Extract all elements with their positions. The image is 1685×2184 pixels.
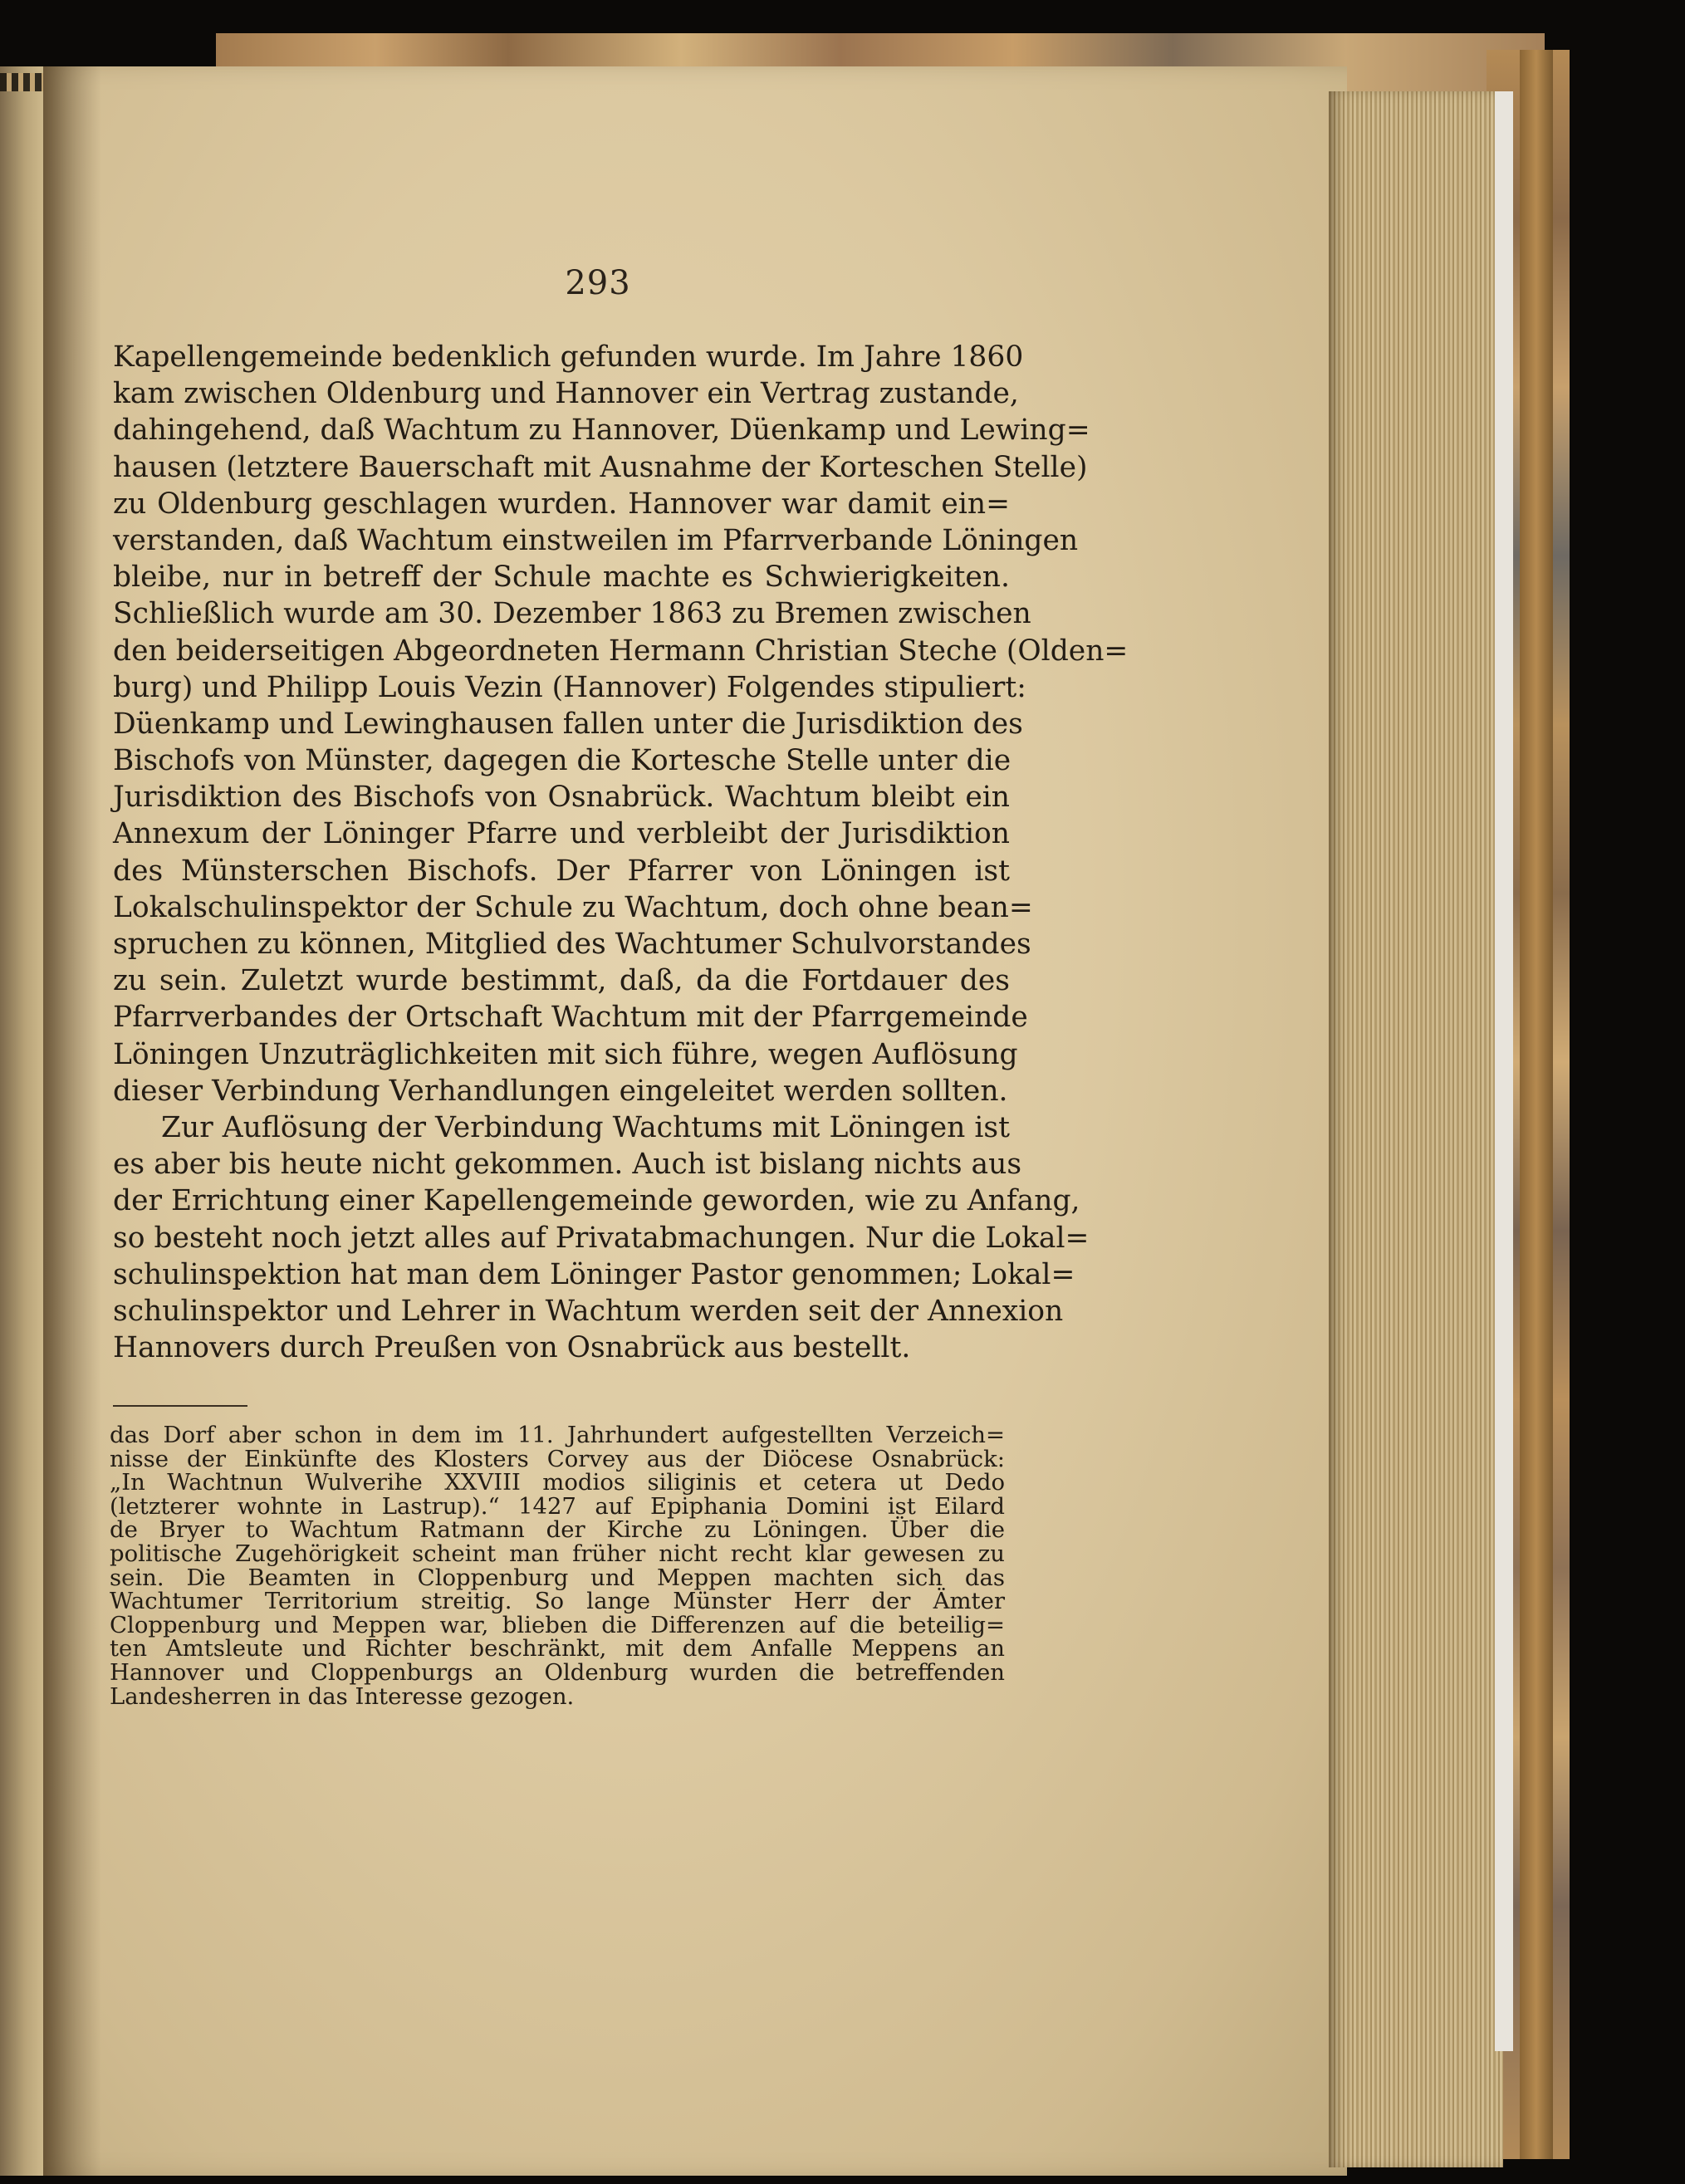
page-number: 293 bbox=[565, 264, 631, 302]
text-line: Bischofs von Münster, dagegen die Kortesche Stelle unter die bbox=[113, 744, 1011, 778]
text-line: den beiderseitigen Abgeordneten Hermann Christian Steche (Olden= bbox=[113, 634, 1129, 668]
inner-board bbox=[1495, 91, 1513, 2051]
text-line: zu Oldenburg geschlagen wurden. Hannover war damit ein= bbox=[113, 487, 1010, 521]
text-line: des Münsterschen Bischofs. Der Pfarrer von Löningen ist bbox=[113, 854, 1010, 888]
text-line: schulinspektion hat man dem Löninger Pastor genommen; Lokal= bbox=[113, 1257, 1075, 1291]
text-line: Löningen Unzuträglichkeiten mit sich führe, wegen Auflösung bbox=[113, 1037, 1018, 1071]
footnote-line: Wachtumer Territorium streitig. So lange Münster Herr der Ämter bbox=[110, 1588, 1005, 1615]
footnote-line: Hannover und Cloppenburgs an Oldenburg wurden die betreffenden bbox=[110, 1658, 1005, 1686]
text-line: burg) und Philipp Louis Vezin (Hannover) Folgendes stipuliert: bbox=[113, 670, 1026, 704]
leather-binding-edge bbox=[1520, 50, 1553, 2159]
text-line: hausen (letztere Bauerschaft mit Ausnahme der Korteschen Stelle) bbox=[113, 450, 1088, 484]
text-line: Kapellengemeinde bedenklich gefunden wurde. Im Jahre 1860 bbox=[113, 340, 1024, 374]
text-line: dieser Verbindung Verhandlungen eingeleitet werden sollten. bbox=[113, 1074, 1008, 1108]
text-line: es aber bis heute nicht gekommen. Auch ist bislang nichts aus bbox=[113, 1148, 1022, 1182]
text-line: Annexum der Löninger Pfarre und verbleibt der Jurisdiktion bbox=[113, 817, 1010, 851]
text-line: Düenkamp und Lewinghausen fallen unter die Jurisdiktion des bbox=[113, 707, 1023, 741]
text-line: der Errichtung einer Kapellengemeinde geworden, wie zu Anfang, bbox=[113, 1184, 1080, 1218]
footnote-line: de Bryer to Wachtum Ratmann der Kirche zu Löningen. Über die bbox=[110, 1516, 1005, 1544]
footnote-line: politische Zugehörigkeit scheint man früher nicht recht klar gewesen zu bbox=[110, 1540, 1005, 1567]
text-line: kam zwischen Oldenburg und Hannover ein Vertrag zustande, bbox=[113, 377, 1019, 411]
footnote-line: (letzterer wohnte in Lastrup).“ 1427 auf Epiphania Domini ist Eilard bbox=[110, 1492, 1005, 1520]
footnote-line: Cloppenburg und Meppen war, blieben die Differenzen auf die beteilig= bbox=[110, 1611, 1005, 1638]
text-line: dahingehend, daß Wachtum zu Hannover, Düenkamp und Lewing= bbox=[113, 414, 1090, 448]
text-line: so besteht noch jetzt alles auf Privatabmachungen. Nur die Lokal= bbox=[113, 1221, 1090, 1255]
text-line: spruchen zu können, Mitglied des Wachtumer Schulvorstandes bbox=[113, 928, 1031, 961]
main-text bbox=[113, 339, 1129, 1366]
footnote-line: ten Amtsleute und Richter beschränkt, mit dem Anfalle Meppens an bbox=[110, 1635, 1005, 1662]
text-line: Hannovers durch Preußen von Osnabrück aus bestellt. bbox=[113, 1331, 911, 1365]
text-line: Pfarrverbandes der Ortschaft Wachtum mit der Pfarrgemeinde bbox=[113, 1001, 1028, 1035]
text-line: zu sein. Zuletzt wurde bestimmt, daß, da die Fortdauer des bbox=[113, 964, 1010, 998]
footnote-line: nisse der Einkünfte des Klosters Corvey aus der Diöcese Osnabrück: bbox=[110, 1445, 1005, 1472]
footnote-line: das Dorf aber schon in dem im 11. Jahrhundert aufgestellten Verzeich= bbox=[110, 1422, 1005, 1448]
footnote-line: sein. Die Beamten in Cloppenburg und Meppen machten sich das bbox=[110, 1564, 1005, 1591]
gutter-shadow bbox=[43, 66, 101, 2176]
paragraph-start-line: Zur Auflösung der Verbindung Wachtums mit Löningen ist bbox=[161, 1110, 1010, 1144]
footnote-line: „In Wachtnun Wulverihe XXVIII modios siliginis et cetera ut Dedo bbox=[110, 1469, 1005, 1496]
facing-page-edge bbox=[0, 66, 43, 2176]
footnote-line: Landesherren in das Interesse gezogen. bbox=[110, 1682, 575, 1710]
text-line: schulinspektor und Lehrer in Wachtum werden seit der Annexion bbox=[113, 1294, 1064, 1328]
footnote-rule bbox=[113, 1405, 247, 1407]
text-line: verstanden, daß Wachtum einstweilen im Pfarrverbande Löningen bbox=[113, 523, 1079, 557]
page-block-edges bbox=[1329, 91, 1503, 2167]
text-line: bleibe, nur in betreff der Schule machte es Schwierigkeiten. bbox=[113, 561, 1010, 595]
footnote-text bbox=[110, 1423, 1005, 1708]
text-line: Jurisdiktion des Bischofs von Osnabrück. Wachtum bleibt ein bbox=[113, 781, 1010, 815]
text-line: Lokalschulinspektor der Schule zu Wachtum, doch ohne bean= bbox=[113, 890, 1033, 924]
text-line: Schließlich wurde am 30. Dezember 1863 zu Bremen zwischen bbox=[113, 597, 1031, 631]
